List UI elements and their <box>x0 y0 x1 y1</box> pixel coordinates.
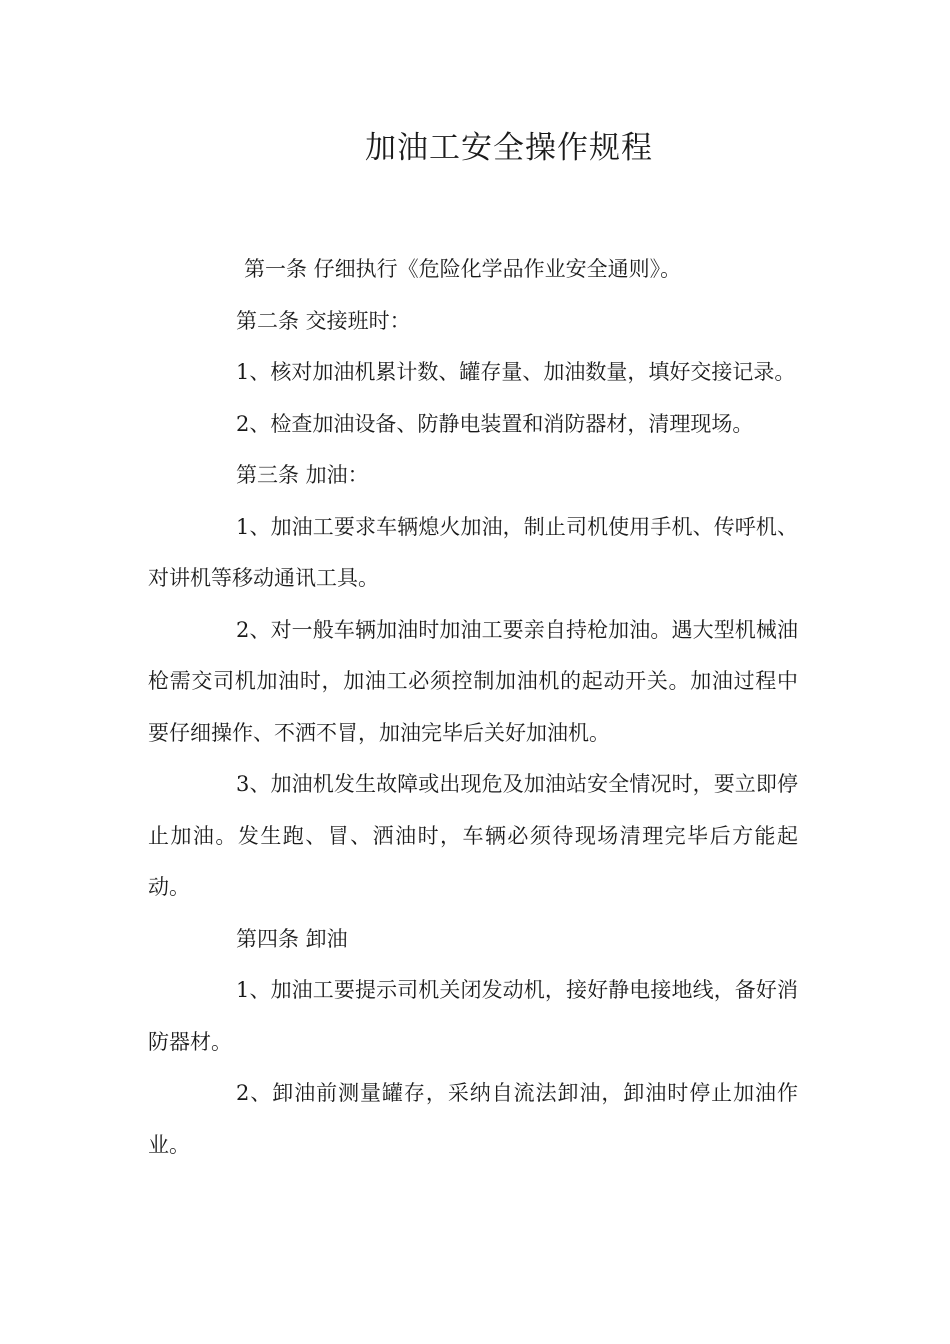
document-title: 加油工安全操作规程 <box>365 130 653 166</box>
article-3-item-1: 1、加油工要求车辆熄火加油，制止司机使用手机、传呼机、对讲机等移动通讯工具。 <box>148 514 798 590</box>
article-3-item-2: 2、对一般车辆加油时加油工要亲自持枪加油。遇大型机械油枪需交司机加油时，加油工必须控制加油机的起动开关。加油过程中要仔细操作、不洒不冒，加油完毕后关好加油机。 <box>148 617 798 745</box>
article-2-item-2: 2、检查加油设备、防静电装置和消防器材，清理现场。 <box>236 411 754 436</box>
document-body <box>148 244 798 1171</box>
article-2-heading: 第二条 交接班时： <box>236 308 411 333</box>
article-2-item-1: 1、核对加油机累计数、罐存量、加油数量，填好交接记录。 <box>236 360 796 384</box>
article-3-heading: 第三条 加油： <box>236 463 369 487</box>
article-4-heading: 第四条 卸油 <box>236 926 348 951</box>
article-1: 第一条 仔细执行《危险化学品作业安全通则》。 <box>244 257 682 281</box>
article-4-item-2: 2、卸油前测量罐存，采纳自流法卸油，卸油时停止加油作业。 <box>148 1081 798 1157</box>
article-4-item-1: 1、加油工要提示司机关闭发动机，接好静电接地线，备好消防器材。 <box>148 978 798 1054</box>
article-3-item-3: 3、加油机发生故障或出现危及加油站安全情况时，要立即停止加油。发生跑、冒、洒油时，车辆必须待现场清理完毕后方能起动。 <box>148 772 798 899</box>
